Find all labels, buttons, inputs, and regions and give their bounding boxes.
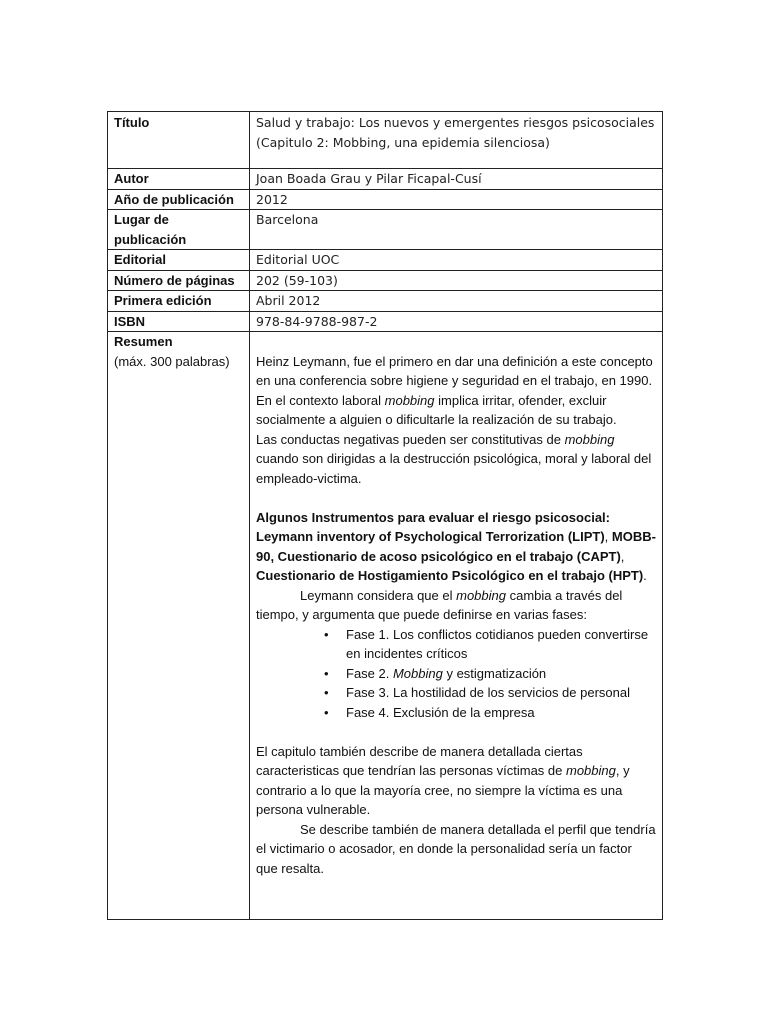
label-edicion: Primera edición: [108, 291, 250, 312]
phase-item: • Fase 2. Mobbing y estigmatización: [346, 664, 656, 684]
label-isbn: ISBN: [108, 311, 250, 332]
label-editorial: Editorial: [108, 250, 250, 271]
summary-instruments: Algunos Instrumentos para evaluar el riesgo psicosocial: Leymann inventory of Psychological Terrorization (LIPT), MOBB-90, Cuestionario de acoso psicológico en el trabajo (CAPT), Cuestionario de Hostigamiento Psicológico en el trabajo (HPT).: [256, 509, 656, 583]
label-titulo: Título: [108, 112, 250, 169]
summary-paragraph-4: Leymann considera que el mobbing cambia a través del tiempo, y argumenta que puede definirse en varias fases:: [256, 587, 623, 622]
value-titulo-line2: (Capitulo 2: Mobbing, una epidemia silenciosa): [256, 135, 550, 150]
value-titulo-line1: Salud y trabajo: Los nuevos y emergentes riesgos psicosociales: [256, 115, 655, 130]
label-resumen-title: Resumen: [114, 334, 173, 349]
row-paginas: [108, 270, 663, 291]
value-autor: Joan Boada Grau y Pilar Ficapal-Cusí: [250, 169, 663, 190]
value-lugar: Barcelona: [250, 210, 663, 250]
summary-paragraph-6: Se describe también de manera detallada el perfil que tendría el victimario o acosador, en donde la personalidad sería un factor que resalta.: [256, 821, 656, 876]
label-resumen: [108, 332, 250, 920]
value-titulo: [250, 112, 663, 169]
row-autor: [108, 169, 663, 190]
label-resumen-limit: (máx. 300 palabras): [114, 353, 230, 369]
label-anio: Año de publicación: [108, 189, 250, 210]
phase-item: • Fase 3. La hostilidad de los servicios de personal: [346, 683, 656, 703]
summary-paragraph-3: Las conductas negativas pueden ser constitutivas de mobbing cuando son dirigidas a la destrucción psicológica, moral y laboral del empleado-victima.: [256, 431, 652, 486]
value-anio: 2012: [250, 189, 663, 210]
row-edicion: [108, 291, 663, 312]
phase-item: • Fase 1. Los conflictos cotidianos pueden convertirse en incidentes críticos: [346, 625, 656, 664]
row-resumen: [108, 332, 663, 920]
label-paginas: Número de páginas: [108, 270, 250, 291]
label-autor: Autor: [108, 169, 250, 190]
summary-text: [250, 332, 663, 920]
label-lugar: Lugar de publicación: [108, 210, 250, 250]
row-anio: [108, 189, 663, 210]
summary-paragraph-5: El capitulo también describe de manera detallada ciertas caracteristicas que tendrían las personas víctimas de mobbing, y contrario a lo que la mayoría cree, no siempre la víctima es una persona vulnerable.: [256, 743, 630, 817]
phases-list: [256, 625, 656, 723]
value-isbn: 978-84-9788-987-2: [250, 311, 663, 332]
summary-paragraph-2: En el contexto laboral mobbing implica irritar, ofender, excluir socialmente a alguien o dificultarle la realización de su trabajo.: [256, 392, 617, 427]
value-paginas: 202 (59-103): [250, 270, 663, 291]
summary-paragraph-1: Heinz Leymann, fue el primero en dar una definición a este concepto en una conferencia sobre higiene y seguridad en el trabajo, en 1990.: [256, 353, 653, 388]
book-record-table: [107, 111, 663, 920]
row-lugar: [108, 210, 663, 250]
row-editorial: [108, 250, 663, 271]
value-edicion: Abril 2012: [250, 291, 663, 312]
phase-item: • Fase 4. Exclusión de la empresa: [346, 703, 656, 723]
value-editorial: Editorial UOC: [250, 250, 663, 271]
row-isbn: [108, 311, 663, 332]
row-titulo: [108, 112, 663, 169]
